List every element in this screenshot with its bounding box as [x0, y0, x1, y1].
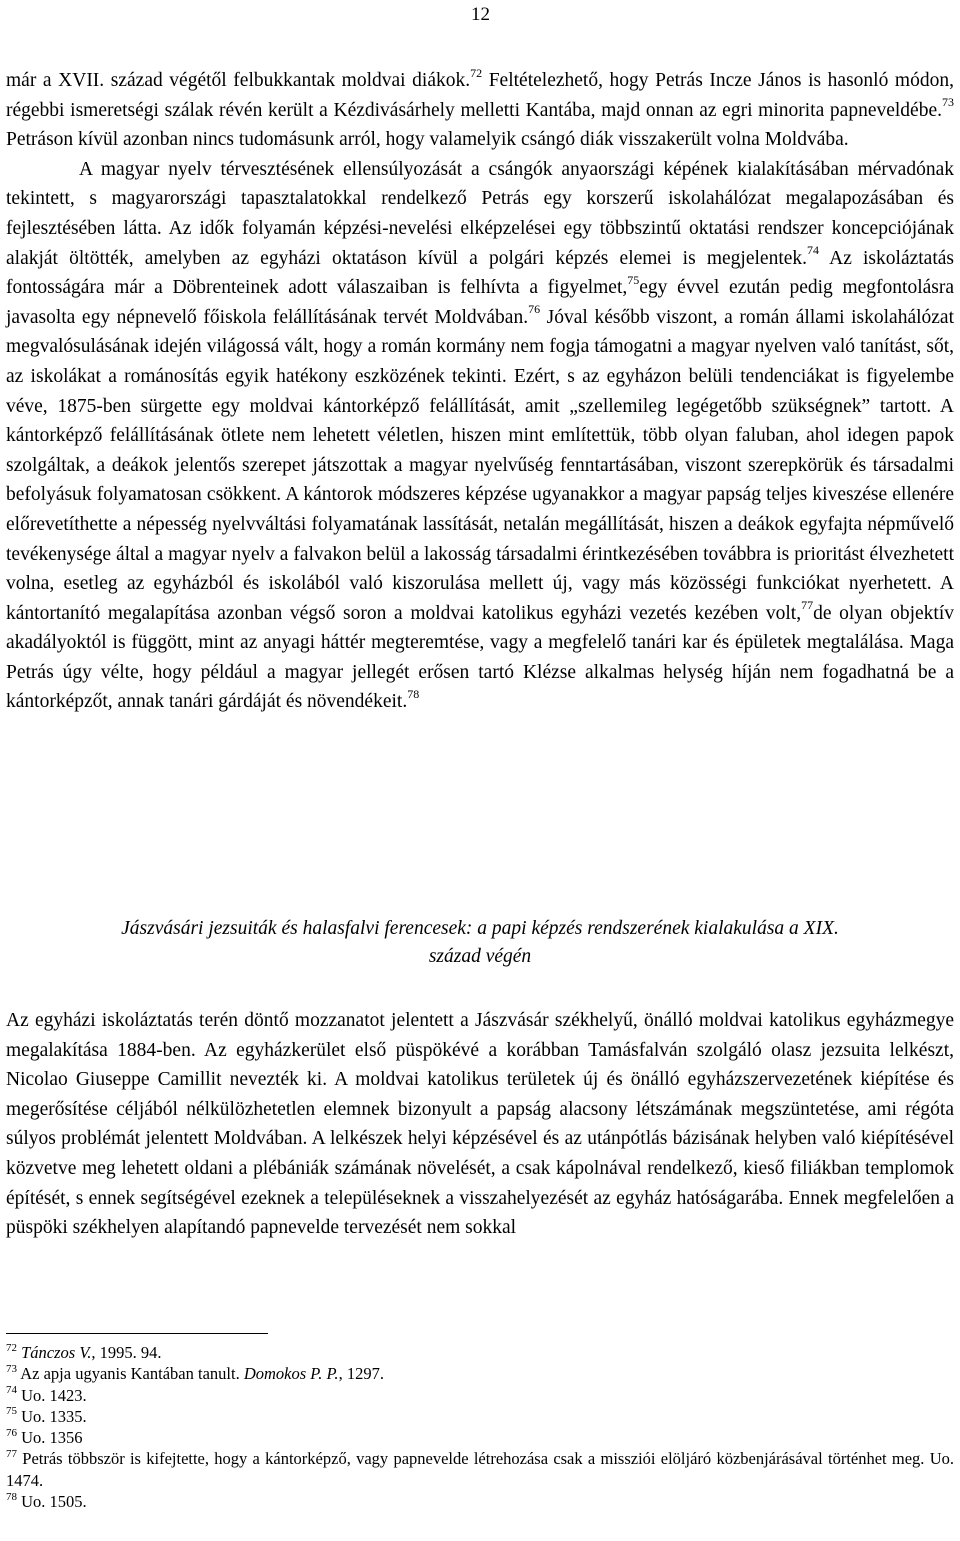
footnote-text: Uo. 1423. [21, 1385, 87, 1405]
footnote-number: 76 [6, 1426, 17, 1439]
text-run: Jóval később viszont, a román állami iskolahálózat megvalósulásának idején világossá vált, hogy a román kormány nem fogja támogatni a magyar nyelven való tanítást, sőt, az iskolákat a románosítás egyik hatékony eszközének tekinti. Ezért, s az egyházon belüli tendenciákat is figyelembe véve, 1875-ben sürgette egy moldvai kántorképző felállítását, amit „szellemileg legégetőbb szükségnek” tartott. A kántorképző felállításának ötlete nem lehetett véletlen, hiszen mint említettük, több olyan faluban, ahol idegen papok szolgáltak, a deákok jelentős szerepet játszottak a magyar nyelvűség fenntartásában, viszont szerepkörük és társadalmi befolyásuk folyamatosan csökkent. A kántorok módszeres képzése ugyanakkor a magyar papság teljes kiveszése ellenére előrevetíthette a népesség nyelvváltási folyamatának lassítását, netalán megállítását, hiszen a deákok egyfajta népművelő tevékenysége által a magyar nyelv a falvakon belül a lakosság társadalmi érintkezésében továbbra is prioritást élvezhetett volna, esetleg az egyházból és iskolából való kiszorulása mellett új, vagy más közösségi funkciókat nyerhetett. A kántortanító megalapítása azonban végső soron a moldvai katolikus egyházi vezetés kezében volt, [6, 306, 954, 624]
footnote-separator [6, 1333, 268, 1334]
paragraph-1 [6, 66, 954, 155]
footnote-number: 73 [6, 1362, 17, 1375]
paragraph-2 [6, 155, 954, 717]
page-number: 12 [471, 4, 490, 25]
footnote-ref-75[interactable]: 75 [627, 272, 640, 287]
footnote-number: 75 [6, 1405, 17, 1418]
footnote-ref-77[interactable]: 77 [801, 598, 814, 613]
footnote-author: Domokos P. P. [243, 1364, 339, 1384]
footnote-text: Uo. 1505. [21, 1492, 87, 1512]
text-run: de olyan objektív akadályoktól is függött, mint az anyagi háttér megteremtése, vagy a megfelelő tanári kar és épületek megtalálása. Maga Petrás úgy vélte, hogy például a magyar jellegét erősen tartó Klézse alkalmas helység híján nem fogadhatná be a kántorképzőt, annak tanári gárdáját és növendékeit. [6, 602, 955, 713]
footnote-text: , 1297. [338, 1364, 384, 1384]
footnote-76 [6, 1427, 954, 1448]
section-heading-line-1: Jászvásári jezsuiták és halasfalvi ferencesek: a papi képzés rendszerének kialakulása a XIX. [121, 918, 839, 939]
text-run: Petráson kívül azonban nincs tudomásunk arról, hogy valamelyik csángó diák visszakerült volna Moldvába. [6, 129, 849, 151]
footnote-text: Az apja ugyanis Kantában tanult. [20, 1364, 244, 1384]
footnote-72 [6, 1342, 954, 1363]
footnote-author: Tánczos V. [21, 1343, 92, 1362]
text-run: egy évvel ezután pedig megfontolásra javasolta egy népnevelő főiskola felállításának tervét Moldvában. [6, 277, 954, 328]
footnote-75 [6, 1406, 954, 1427]
footnote-number: 72 [6, 1341, 17, 1354]
footnote-ref-72[interactable]: 72 [470, 65, 483, 80]
text-run: Az iskoláztatás fontosságára már a Döbrenteinek adott válaszaiban is felhívta a figyelmet, [6, 247, 954, 299]
footnote-73 [6, 1363, 954, 1384]
text-run: Feltételezhető, hogy Petrás Incze János is hasonló módon, régebbi ismeretségi szálak révén került a Kézdivásárhely melletti Kantába, majd onnan az egri minorita papneveldébe. [6, 70, 954, 121]
footnote-78 [6, 1491, 954, 1512]
paragraph-3: Az egyházi iskoláztatás terén döntő mozzanatot jelentett a Jászvásár székhelyű, önálló moldvai katolikus egyházmegye megalakítása 1884-ben. Az egyházkerület első püspökévé a korábban Tamásfalván szolgáló olasz jezsuita lelkészt, Nicolao Giuseppe Camillit nevezték ki. A moldvai katolikus területek új és önálló egyházszervezetének kiépítése és megerősítése céljából nélkülözhetetlen elemnek bizonyult a papság alacsony létszámának megszüntetése, ami régóta súlyos problémát jelentett Moldvában. A lelkészek helyi képzésével és az utánpótlás bázisának helyben való kiépítésével közvetve meg lehetett oldani a plébániák számának növelését, a csak kápolnával rendelkező, kieső filiákban templomok építését, s ennek segítségével ezeknek a településeknek a visszahelyezését az egyház hatóságarába. Ennek megfelelően a püspöki székhelyen alapítandó papnevelde tervezését nem sokkal [6, 1010, 954, 1239]
footnote-ref-76[interactable]: 76 [528, 302, 541, 317]
footnote-text: Petrás többször is kifejtette, hogy a kántorképző, vagy papnevelde létrehozása csak a missziói elöljáró közbenjárásával történhet meg. Uo. 1474. [6, 1449, 954, 1490]
footnote-ref-78[interactable]: 78 [407, 686, 420, 701]
footnote-ref-74[interactable]: 74 [807, 243, 820, 258]
footnote-text: , 1995. 94. [91, 1343, 162, 1362]
footnote-text: Uo. 1335. [21, 1406, 87, 1426]
footnote-77 [6, 1448, 954, 1491]
footnote-number: 78 [6, 1490, 17, 1503]
text-run: A magyar nyelv térvesztésének ellensúlyozását a csángók anyaországi képének kialakításában mérvadónak tekintett, s magyarországi tapasztalatokkal rendelkező Petrás egy korszerű iskolahálózat megalapozásában és fejlesztésében látta. Az idők folyamán képzési-nevelési elképzelései egy többszintű oktatási rendszer koncepciójának alakját öltötték, amelyben az egyházi oktatáson kívül a polgári képzés elemei is megjelentek. [6, 158, 954, 269]
footnotes [6, 1342, 954, 1512]
footnote-ref-73[interactable]: 73 [942, 95, 954, 110]
body-text-section-2 [6, 1006, 954, 1243]
text-run: már a XVII. század végétől felbukkantak moldvai diákok. [6, 70, 471, 91]
footnote-number: 74 [6, 1384, 17, 1397]
footnote-number: 77 [6, 1447, 17, 1460]
body-text-section-1 [6, 66, 954, 717]
footnote-text: Uo. 1356 [21, 1428, 83, 1448]
section-heading-line-2: század végén [428, 946, 532, 967]
section-heading [6, 915, 954, 971]
footnote-74 [6, 1385, 954, 1406]
